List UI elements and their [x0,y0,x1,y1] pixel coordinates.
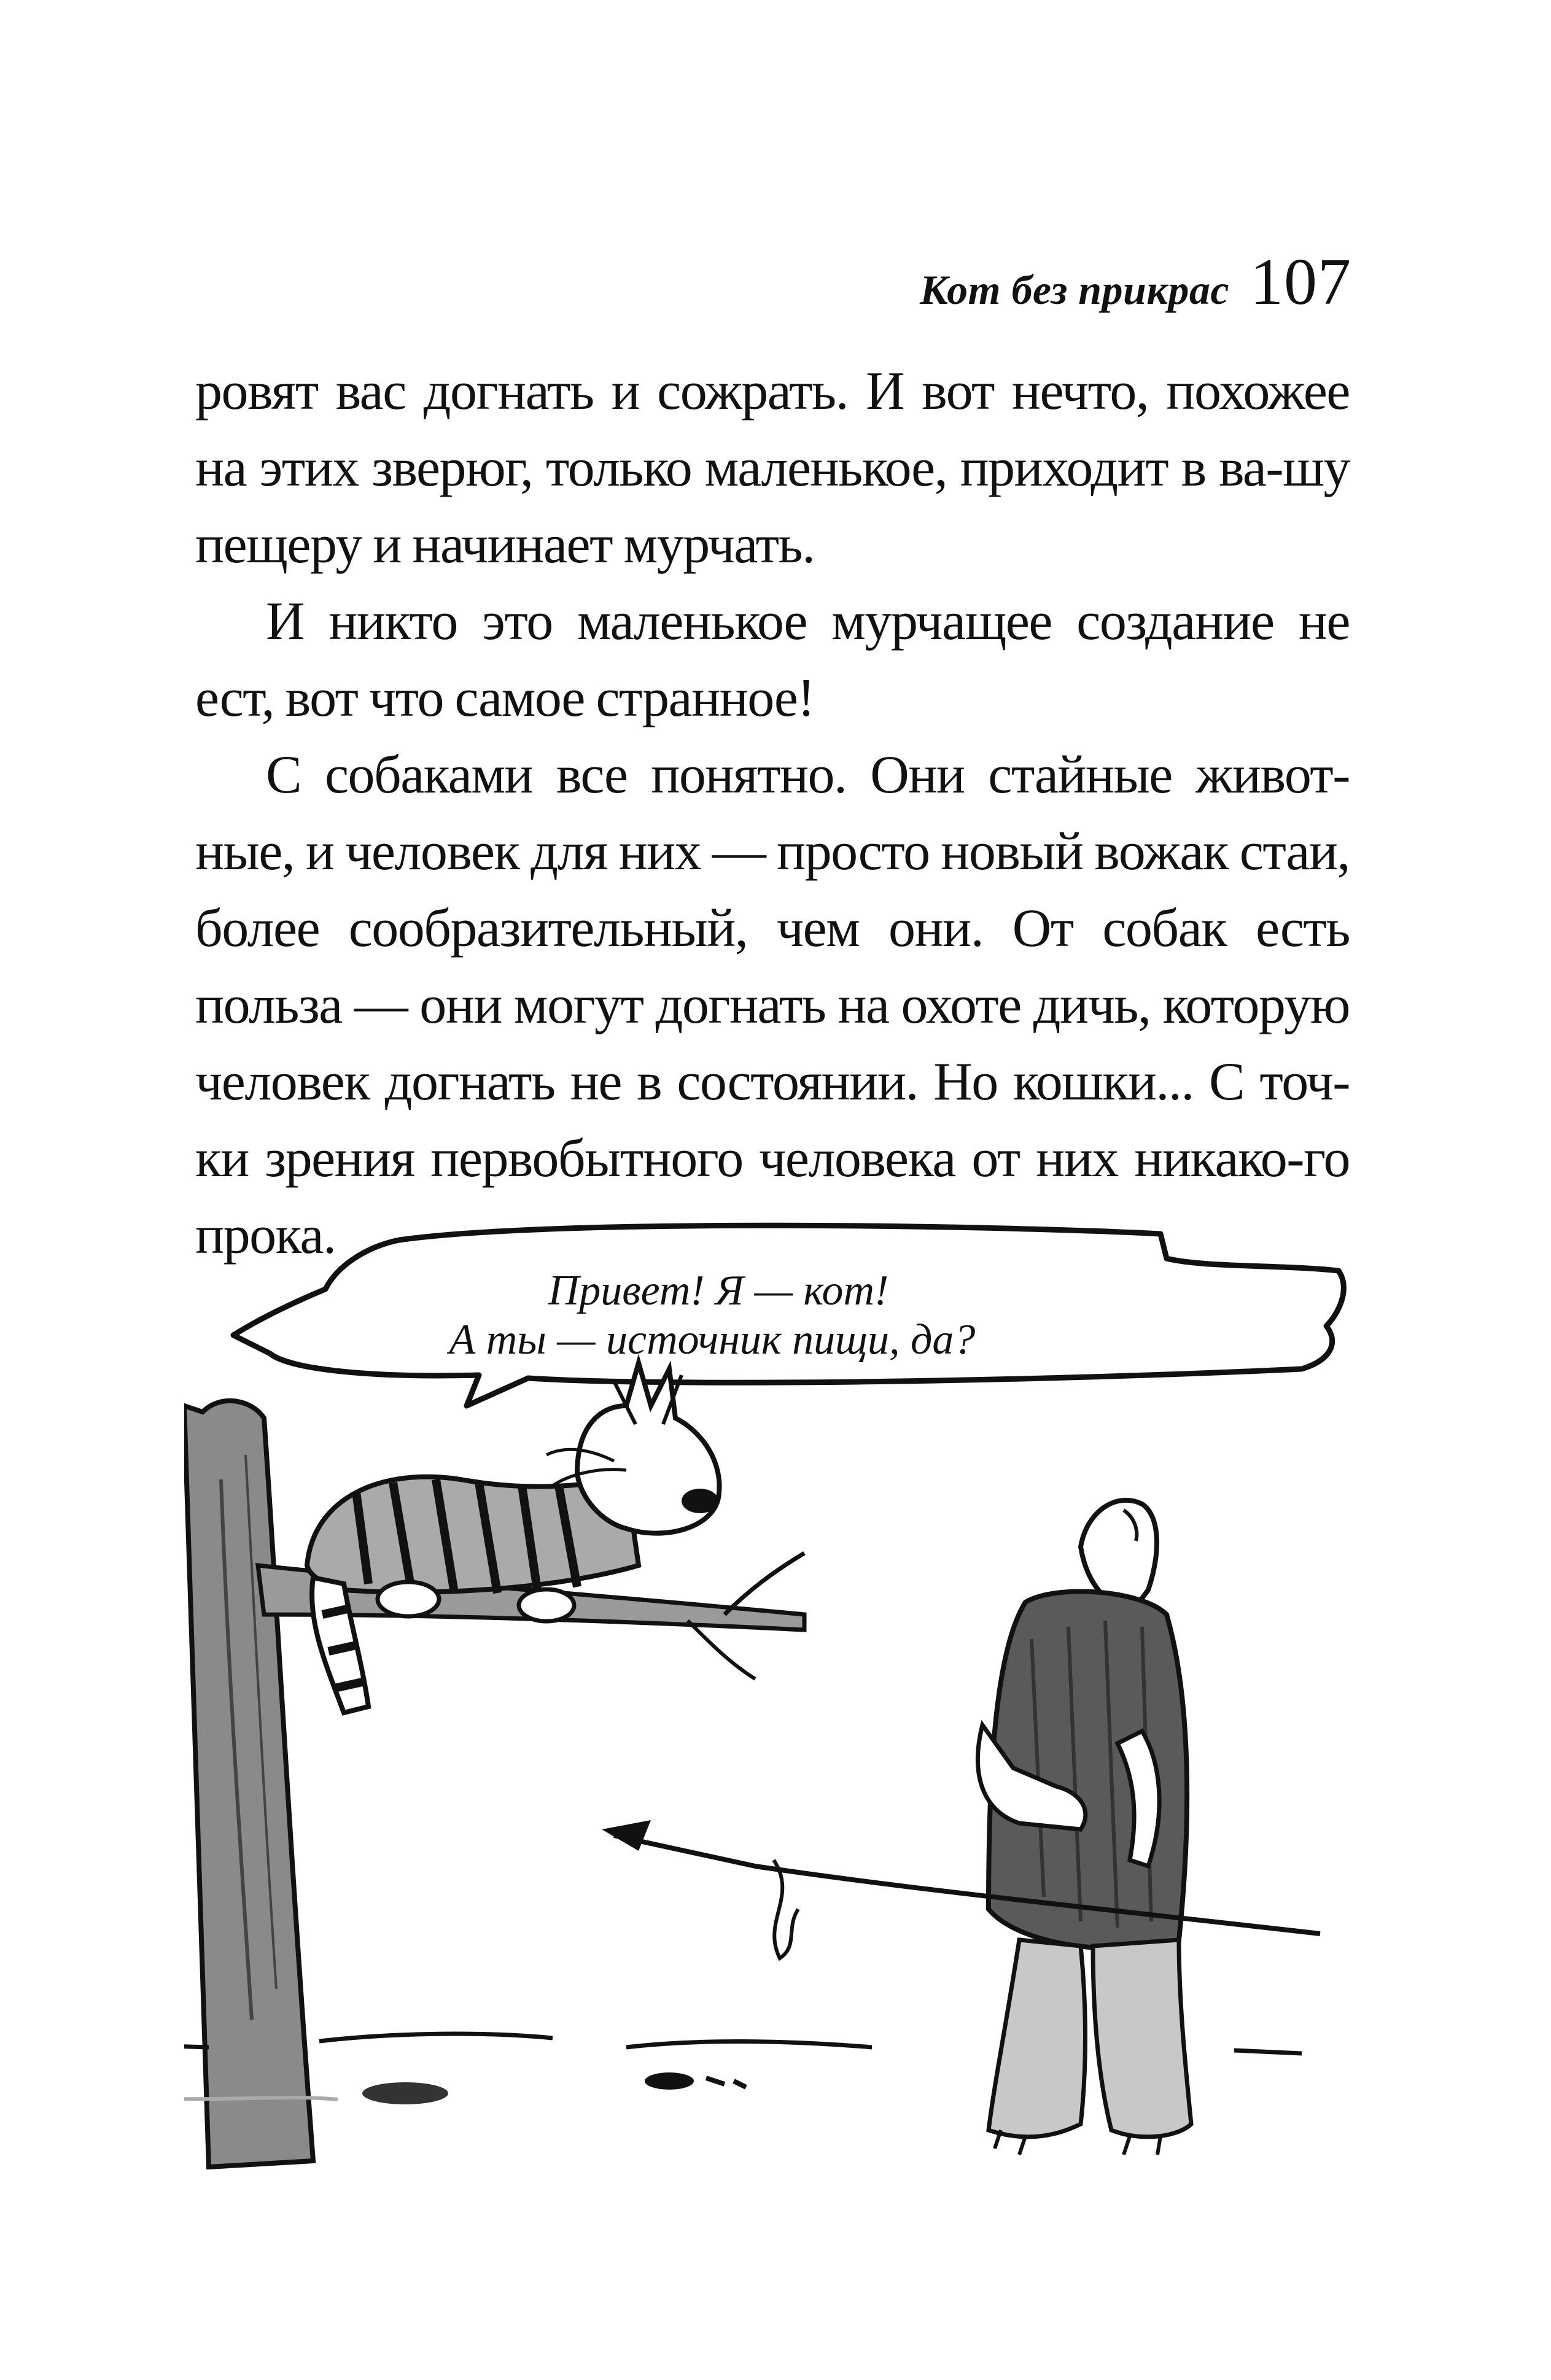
speech-line-1: Привет! Я — кот! [548,1267,889,1314]
paragraph-1: ровят вас догнать и сожрать. И вот нечто, похожее на этих зверюг, только маленькое, приходит в ва-шу пещеру и начинает мурчать. [195,362,1350,575]
speech-bubble [233,1225,1343,1406]
page-number: 107 [1250,246,1351,319]
cartoon-illustration [184,1222,1363,2259]
speech-line-2: А ты — источник пищи, да? [449,1316,976,1363]
caveman [602,1500,1320,2155]
body-text [195,353,1350,1274]
cartoon-drawing [184,1222,1363,2259]
running-head [920,244,1351,320]
paragraph-2: И никто это маленькое мурчащее создание не ест, вот что самое странное! [195,592,1350,728]
paragraph-3: С собаками все понятно. Они стайные живот-ные, и человек для них — просто новый вожак стаи, более сообразительный, чем они. От собак есть польза — они могут догнать на охоте дичь, которую человек догнать не в состоянии. Но кошки... С точ-ки зрения первобытного человека от них никако-го прока. [195,745,1350,1265]
running-title: Кот без прикрас [920,266,1229,313]
cat [307,1363,720,1713]
